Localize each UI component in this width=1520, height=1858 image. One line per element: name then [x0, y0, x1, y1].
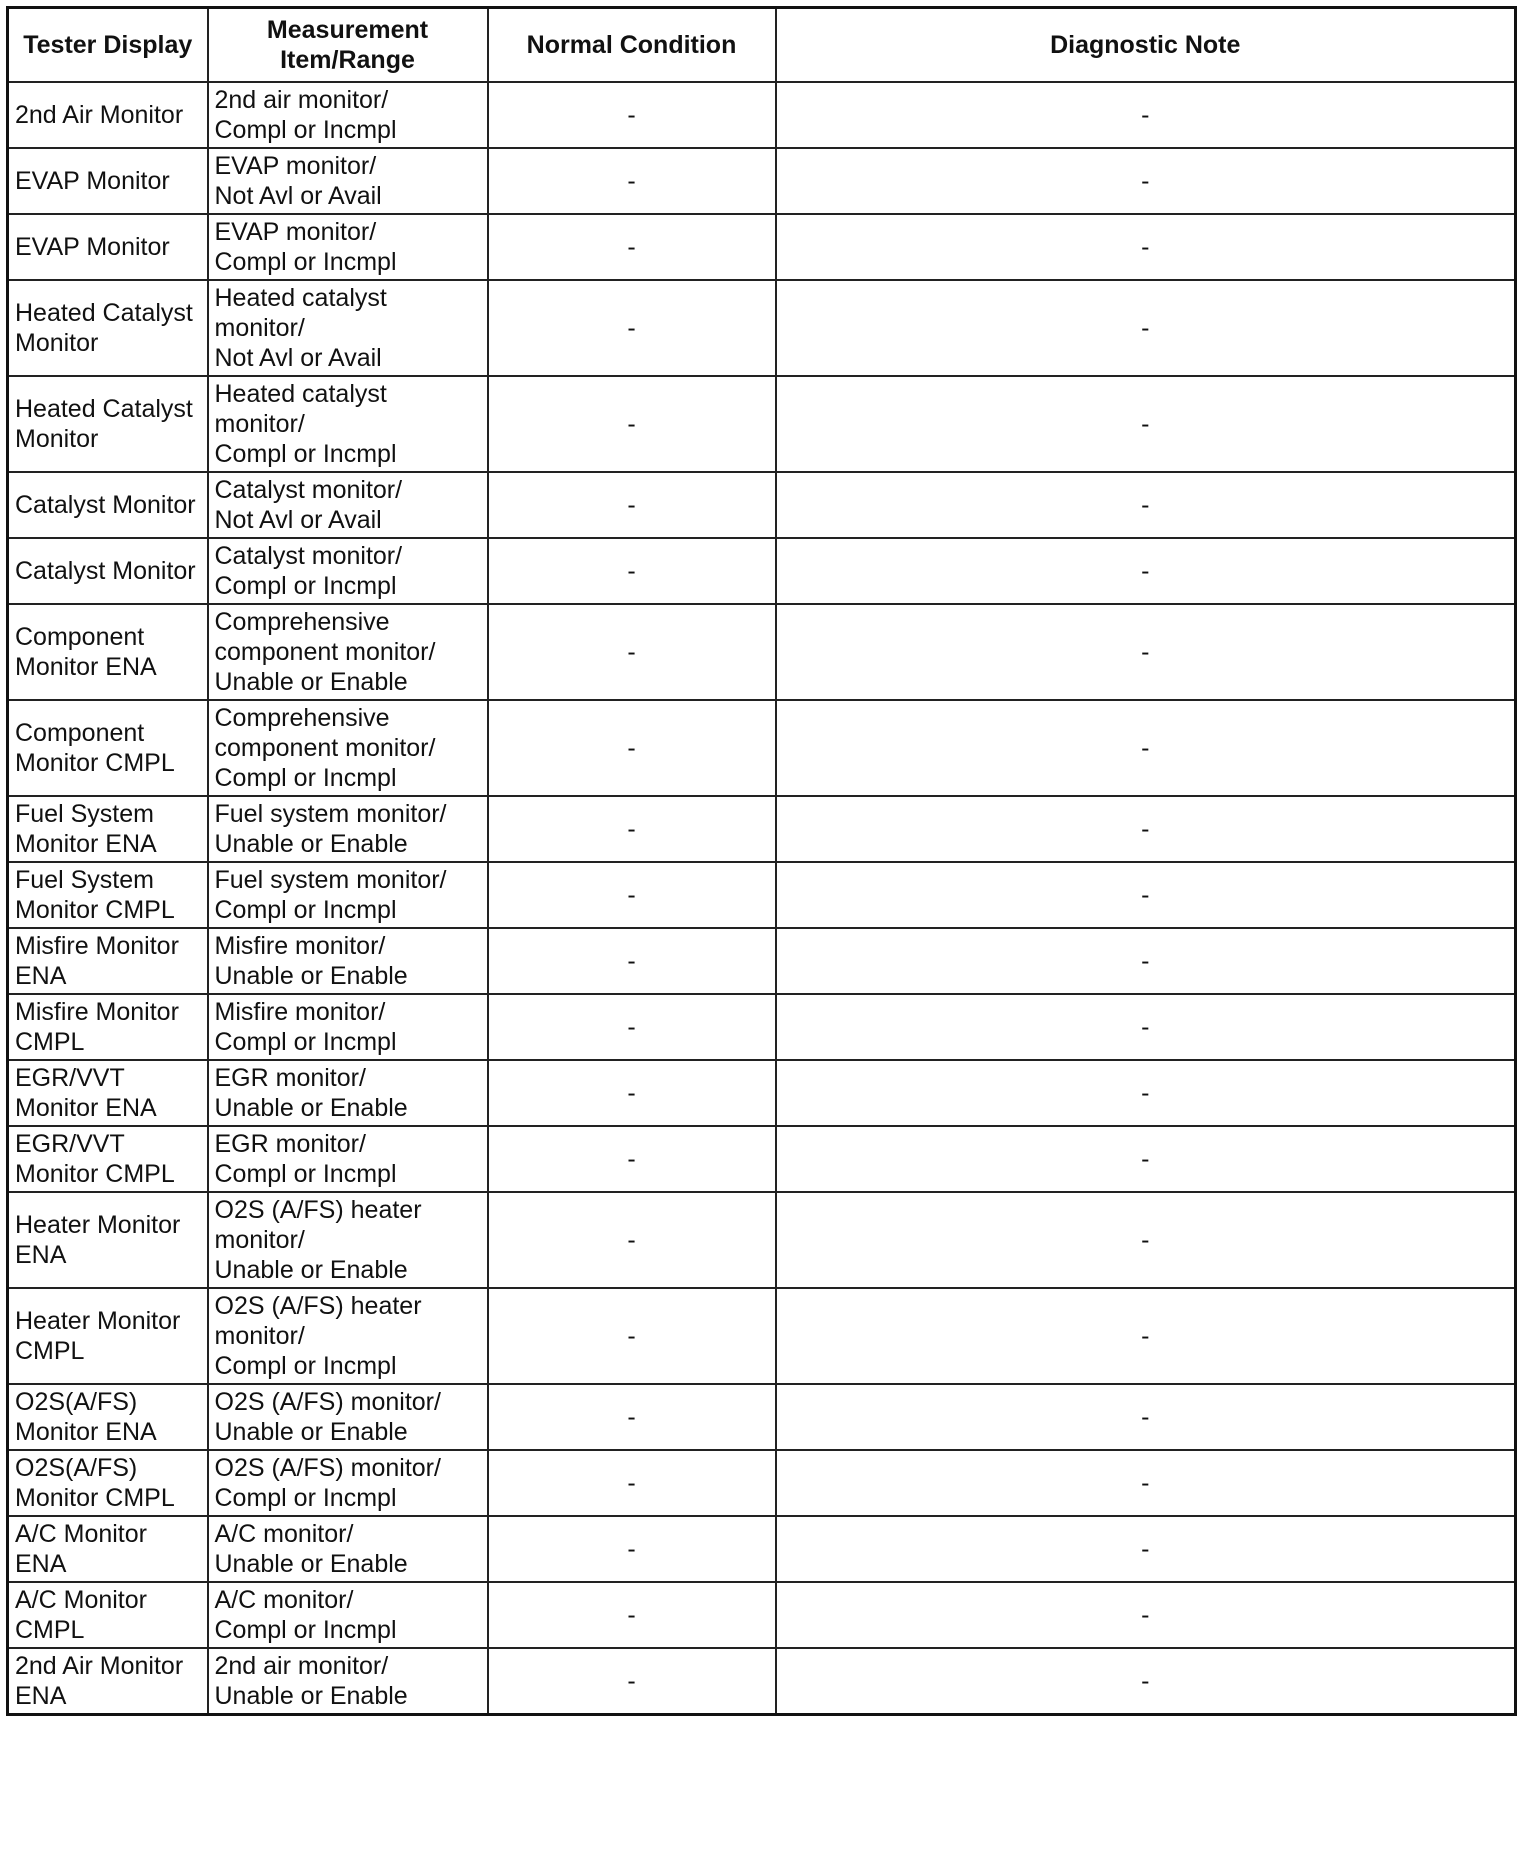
normal-condition-cell: - — [488, 538, 776, 604]
diagnostic-note-cell: - — [776, 214, 1516, 280]
measurement-cell: Misfire monitor/ Unable or Enable — [208, 928, 488, 994]
tester-display-cell: Component Monitor ENA — [8, 604, 208, 700]
header-normal-condition: Normal Condition — [488, 8, 776, 83]
normal-condition-cell: - — [488, 82, 776, 148]
diagnostic-note-cell: - — [776, 1582, 1516, 1648]
table-row — [8, 148, 1516, 214]
normal-condition-cell: - — [488, 1582, 776, 1648]
normal-condition-cell: - — [488, 280, 776, 376]
normal-condition-cell: - — [488, 928, 776, 994]
monitor-data-table — [6, 6, 1517, 1716]
diagnostic-note-cell: - — [776, 1060, 1516, 1126]
tester-display-cell: 2nd Air Monitor ENA — [8, 1648, 208, 1715]
measurement-cell: O2S (A/FS) monitor/ Compl or Incmpl — [208, 1450, 488, 1516]
tester-display-cell: EGR/VVT Monitor ENA — [8, 1060, 208, 1126]
table-row — [8, 82, 1516, 148]
normal-condition-cell: - — [488, 376, 776, 472]
diagnostic-note-cell: - — [776, 1384, 1516, 1450]
diagnostic-note-cell: - — [776, 1192, 1516, 1288]
diagnostic-note-cell: - — [776, 1450, 1516, 1516]
measurement-cell: Fuel system monitor/ Compl or Incmpl — [208, 862, 488, 928]
diagnostic-note-cell: - — [776, 700, 1516, 796]
normal-condition-cell: - — [488, 994, 776, 1060]
table-row — [8, 928, 1516, 994]
diagnostic-note-cell: - — [776, 280, 1516, 376]
diagnostic-note-cell: - — [776, 82, 1516, 148]
measurement-cell: O2S (A/FS) heater monitor/ Unable or Enable — [208, 1192, 488, 1288]
normal-condition-cell: - — [488, 1516, 776, 1582]
tester-display-cell: Heater Monitor CMPL — [8, 1288, 208, 1384]
table-row — [8, 1648, 1516, 1715]
table-row — [8, 472, 1516, 538]
normal-condition-cell: - — [488, 214, 776, 280]
measurement-cell: Heated catalyst monitor/ Not Avl or Avail — [208, 280, 488, 376]
normal-condition-cell: - — [488, 862, 776, 928]
diagnostic-note-cell: - — [776, 472, 1516, 538]
tester-display-cell: A/C Monitor ENA — [8, 1516, 208, 1582]
measurement-cell: O2S (A/FS) heater monitor/ Compl or Incmpl — [208, 1288, 488, 1384]
tester-display-cell: Heated Catalyst Monitor — [8, 376, 208, 472]
header-row — [8, 8, 1516, 83]
measurement-cell: Catalyst monitor/ Compl or Incmpl — [208, 538, 488, 604]
diagnostic-note-cell: - — [776, 1516, 1516, 1582]
table-row — [8, 1384, 1516, 1450]
diagnostic-note-cell: - — [776, 928, 1516, 994]
measurement-cell: EVAP monitor/ Compl or Incmpl — [208, 214, 488, 280]
tester-display-cell: EVAP Monitor — [8, 214, 208, 280]
tester-display-cell: Component Monitor CMPL — [8, 700, 208, 796]
normal-condition-cell: - — [488, 1648, 776, 1715]
table-body — [8, 82, 1516, 1715]
measurement-cell: Heated catalyst monitor/ Compl or Incmpl — [208, 376, 488, 472]
header-tester-display: Tester Display — [8, 8, 208, 83]
normal-condition-cell: - — [488, 700, 776, 796]
table-row — [8, 1126, 1516, 1192]
measurement-cell: Comprehensive component monitor/ Unable or Enable — [208, 604, 488, 700]
diagnostic-note-cell: - — [776, 538, 1516, 604]
diagnostic-note-cell: - — [776, 148, 1516, 214]
table-row — [8, 1450, 1516, 1516]
measurement-cell: A/C monitor/ Unable or Enable — [208, 1516, 488, 1582]
table-row — [8, 1516, 1516, 1582]
measurement-cell: EGR monitor/ Compl or Incmpl — [208, 1126, 488, 1192]
tester-display-cell: A/C Monitor CMPL — [8, 1582, 208, 1648]
diagnostic-note-cell: - — [776, 1126, 1516, 1192]
normal-condition-cell: - — [488, 796, 776, 862]
normal-condition-cell: - — [488, 1060, 776, 1126]
header-diagnostic-note: Diagnostic Note — [776, 8, 1516, 83]
table-row — [8, 796, 1516, 862]
normal-condition-cell: - — [488, 604, 776, 700]
measurement-cell: Comprehensive component monitor/ Compl or Incmpl — [208, 700, 488, 796]
diagnostic-note-cell: - — [776, 1288, 1516, 1384]
normal-condition-cell: - — [488, 1192, 776, 1288]
tester-display-cell: Fuel System Monitor CMPL — [8, 862, 208, 928]
tester-display-cell: Fuel System Monitor ENA — [8, 796, 208, 862]
measurement-cell: Fuel system monitor/ Unable or Enable — [208, 796, 488, 862]
diagnostic-note-cell: - — [776, 1648, 1516, 1715]
table-row — [8, 214, 1516, 280]
tester-display-cell: O2S(A/FS) Monitor CMPL — [8, 1450, 208, 1516]
tester-display-cell: Catalyst Monitor — [8, 472, 208, 538]
tester-display-cell: Catalyst Monitor — [8, 538, 208, 604]
diagnostic-note-cell: - — [776, 796, 1516, 862]
normal-condition-cell: - — [488, 148, 776, 214]
table-row — [8, 1060, 1516, 1126]
measurement-cell: 2nd air monitor/ Compl or Incmpl — [208, 82, 488, 148]
diagnostic-note-cell: - — [776, 376, 1516, 472]
normal-condition-cell: - — [488, 1450, 776, 1516]
measurement-cell: EGR monitor/ Unable or Enable — [208, 1060, 488, 1126]
table-row — [8, 994, 1516, 1060]
tester-display-cell: O2S(A/FS) Monitor ENA — [8, 1384, 208, 1450]
normal-condition-cell: - — [488, 1384, 776, 1450]
table-row — [8, 604, 1516, 700]
diagnostic-note-cell: - — [776, 994, 1516, 1060]
measurement-cell: Misfire monitor/ Compl or Incmpl — [208, 994, 488, 1060]
measurement-cell: 2nd air monitor/ Unable or Enable — [208, 1648, 488, 1715]
header-measurement: Measurement Item/Range — [208, 8, 488, 83]
measurement-cell: Catalyst monitor/ Not Avl or Avail — [208, 472, 488, 538]
table-row — [8, 862, 1516, 928]
tester-display-cell: Misfire Monitor ENA — [8, 928, 208, 994]
table-row — [8, 538, 1516, 604]
measurement-cell: O2S (A/FS) monitor/ Unable or Enable — [208, 1384, 488, 1450]
tester-display-cell: 2nd Air Monitor — [8, 82, 208, 148]
tester-display-cell: Heater Monitor ENA — [8, 1192, 208, 1288]
measurement-cell: A/C monitor/ Compl or Incmpl — [208, 1582, 488, 1648]
normal-condition-cell: - — [488, 1288, 776, 1384]
normal-condition-cell: - — [488, 1126, 776, 1192]
table-row — [8, 1582, 1516, 1648]
measurement-cell: EVAP monitor/ Not Avl or Avail — [208, 148, 488, 214]
tester-display-cell: EVAP Monitor — [8, 148, 208, 214]
table-row — [8, 376, 1516, 472]
tester-display-cell: EGR/VVT Monitor CMPL — [8, 1126, 208, 1192]
table-row — [8, 1192, 1516, 1288]
table-row — [8, 1288, 1516, 1384]
diagnostic-note-cell: - — [776, 604, 1516, 700]
table-row — [8, 700, 1516, 796]
tester-display-cell: Misfire Monitor CMPL — [8, 994, 208, 1060]
table-row — [8, 280, 1516, 376]
normal-condition-cell: - — [488, 472, 776, 538]
diagnostic-note-cell: - — [776, 862, 1516, 928]
tester-display-cell: Heated Catalyst Monitor — [8, 280, 208, 376]
